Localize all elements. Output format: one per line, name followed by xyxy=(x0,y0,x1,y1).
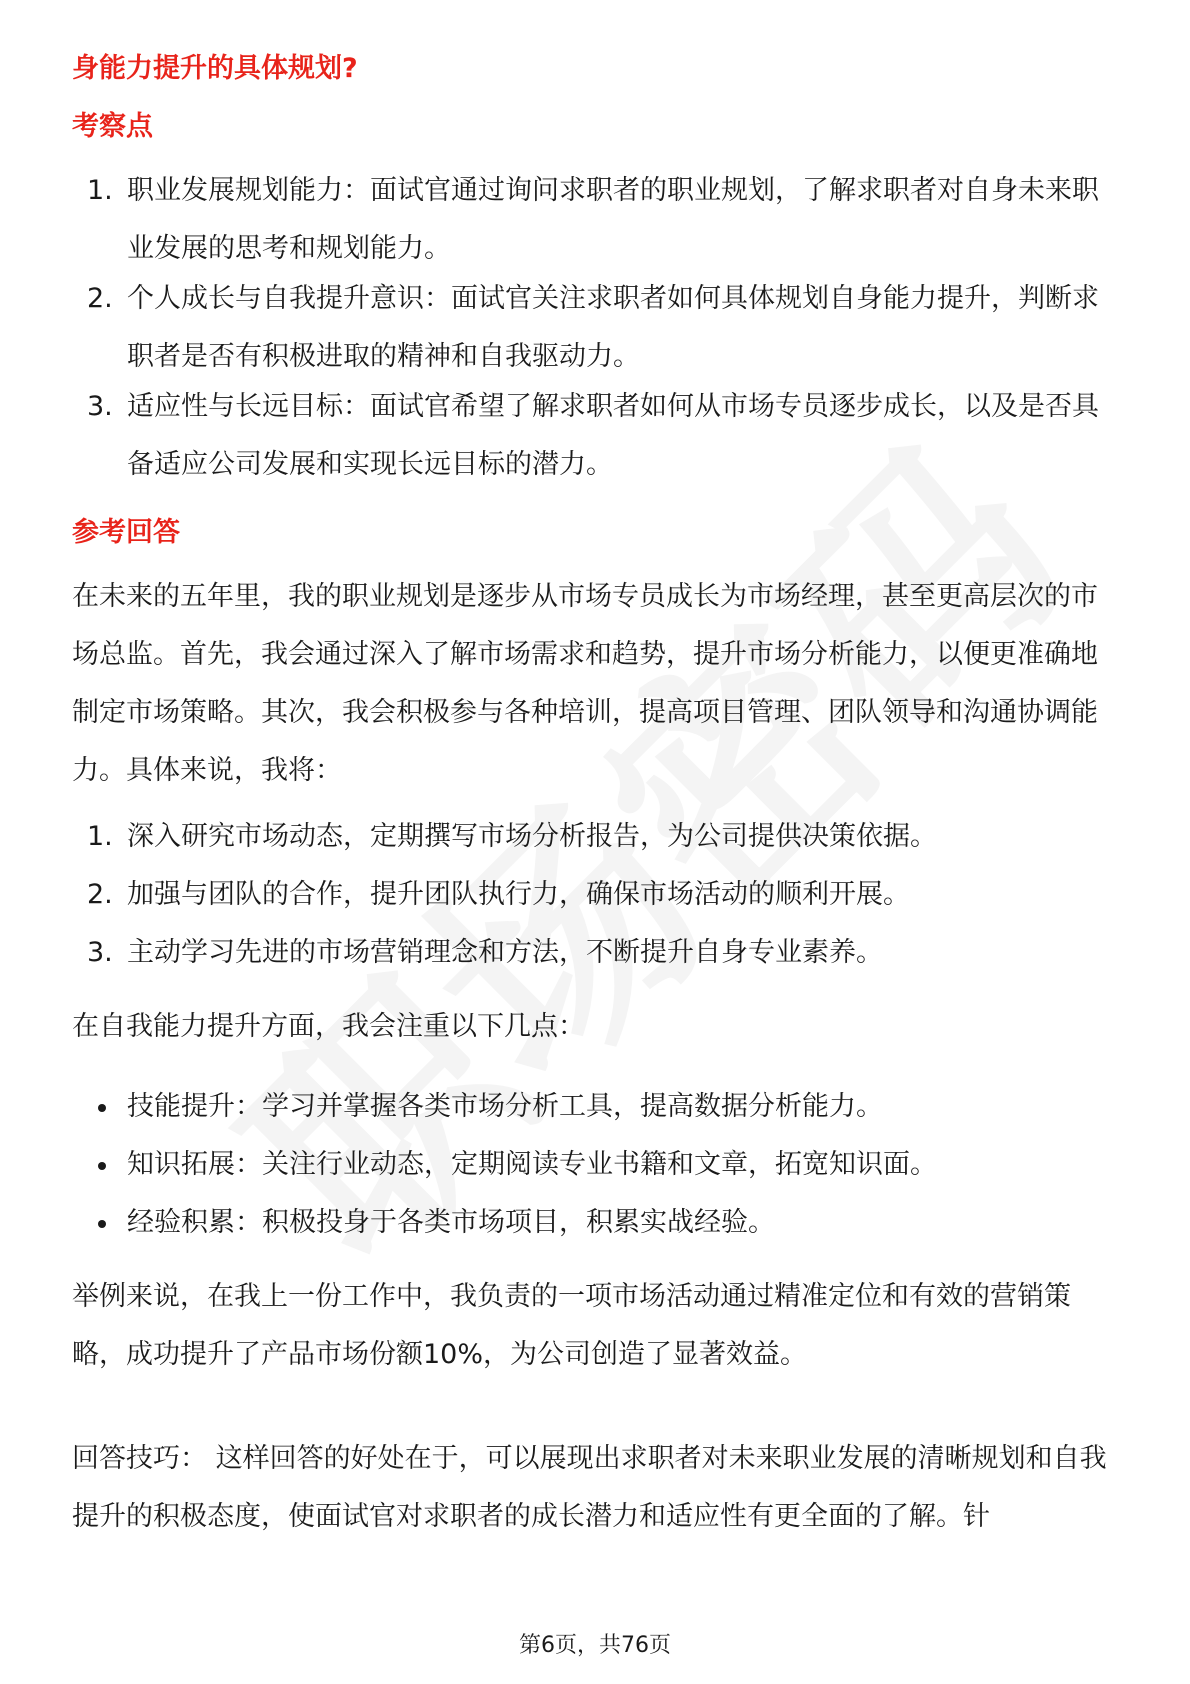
list-item-text: 知识拓展：关注行业动态，定期阅读专业书籍和文章，拓宽知识面。 xyxy=(127,1149,937,1180)
bullet-list xyxy=(72,1078,1122,1252)
list-item xyxy=(72,1194,1122,1252)
answer-heading: 参考回答 xyxy=(72,517,180,548)
steps-list xyxy=(72,808,1122,982)
list-item xyxy=(72,866,1122,924)
list-number: 2. xyxy=(87,879,113,910)
list-number: 1. xyxy=(87,821,113,852)
page-number: 第6页，共76页 xyxy=(519,1633,671,1658)
bullet-icon xyxy=(98,1104,106,1112)
bullet-icon xyxy=(98,1220,106,1228)
list-item-text: 个人成长与自我提升意识：面试官关注求职者如何具体规划自身能力提升，判断求职者是否有积极进取的精神和自我驱动力。 xyxy=(127,283,1099,372)
points-heading: 考察点 xyxy=(72,111,153,142)
self-improvement-intro: 在自我能力提升方面，我会注重以下几点： xyxy=(72,1011,585,1042)
list-item-text: 深入研究市场动态，定期撰写市场分析报告，为公司提供决策依据。 xyxy=(127,821,937,852)
list-item-text: 主动学习先进的市场营销理念和方法，不断提升自身专业素养。 xyxy=(127,937,883,968)
example-paragraph: 举例来说，在我上一份工作中，我负责的一项市场活动通过精准定位和有效的营销策略，成功提升了产品市场份额10%，为公司创造了显著效益。 xyxy=(72,1281,1071,1370)
list-item-text: 经验积累：积极投身于各类市场项目，积累实战经验。 xyxy=(127,1207,775,1238)
list-item-text: 技能提升：学习并掌握各类市场分析工具，提高数据分析能力。 xyxy=(127,1091,883,1122)
bullet-icon xyxy=(98,1162,106,1170)
list-item xyxy=(72,162,1122,278)
list-item xyxy=(72,270,1122,386)
list-item xyxy=(72,808,1122,866)
list-item xyxy=(72,924,1122,982)
points-list xyxy=(72,162,1122,494)
list-item xyxy=(72,378,1122,494)
list-number: 3. xyxy=(87,391,113,422)
question-title: 身能力提升的具体规划? xyxy=(72,53,358,84)
list-item-text: 适应性与长远目标：面试官希望了解求职者如何从市场专员逐步成长，以及是否具备适应公司发展和实现长远目标的潜力。 xyxy=(127,391,1099,480)
list-number: 2. xyxy=(87,283,113,314)
list-number: 1. xyxy=(87,175,113,206)
list-item-text: 职业发展规划能力：面试官通过询问求职者的职业规划，了解求职者对自身未来职业发展的思考和规划能力。 xyxy=(127,175,1099,264)
list-item xyxy=(72,1136,1122,1194)
list-item-text: 加强与团队的合作，提升团队执行力，确保市场活动的顺利开展。 xyxy=(127,879,910,910)
tips-paragraph: 回答技巧： 这样回答的好处在于，可以展现出求职者对未来职业发展的清晰规划和自我提升的积极态度，使面试官对求职者的成长潜力和适应性有更全面的了解。针 xyxy=(72,1443,1107,1532)
answer-intro: 在未来的五年里，我的职业规划是逐步从市场专员成长为市场经理，甚至更高层次的市场总监。首先，我会通过深入了解市场需求和趋势，提升市场分析能力，以便更准确地制定市场策略。其次，我会积极参与各种培训，提高项目管理、团队领导和沟通协调能力。具体来说，我将： xyxy=(72,581,1098,786)
list-item xyxy=(72,1078,1122,1136)
list-number: 3. xyxy=(87,937,113,968)
